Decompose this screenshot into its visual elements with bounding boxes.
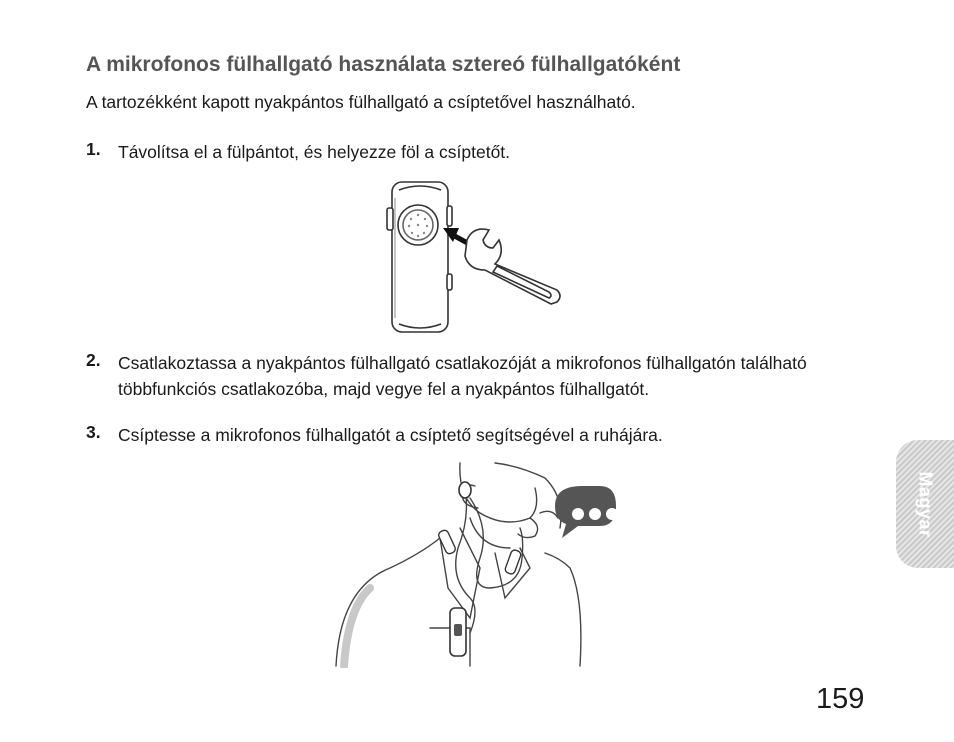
- headset-clip-illustration: [385, 178, 575, 338]
- language-tab-label: Magyar: [915, 470, 936, 538]
- section-heading: A mikrofonos fülhallgató használata sztereó fülhallgatóként: [86, 53, 681, 76]
- person-wearing-headset-illustration: [330, 458, 630, 668]
- intro-text: A tartozékként kapott nyakpántos fülhallgató a csíptetővel használható.: [86, 92, 636, 112]
- step-1-number: 1.: [86, 139, 101, 159]
- language-tab: [896, 440, 954, 568]
- step-2-number: 2.: [86, 350, 101, 370]
- step-1-text: Távolítsa el a fülpántot, és helyezze föl a csíptetőt.: [118, 142, 511, 162]
- page-number: 159: [816, 683, 865, 715]
- step-2-text: Csatlakoztassa a nyakpántos fülhallgató csatlakozóját a mikrofonos fülhallgatón található többfunkciós csatlakozóba, majd vegye fel a nyakpántos fülhallgatót.: [118, 353, 807, 399]
- step-3-text: Csíptesse a mikrofonos fülhallgatót a csíptető segítségével a ruhájára.: [118, 425, 663, 445]
- step-3-number: 3.: [86, 422, 101, 442]
